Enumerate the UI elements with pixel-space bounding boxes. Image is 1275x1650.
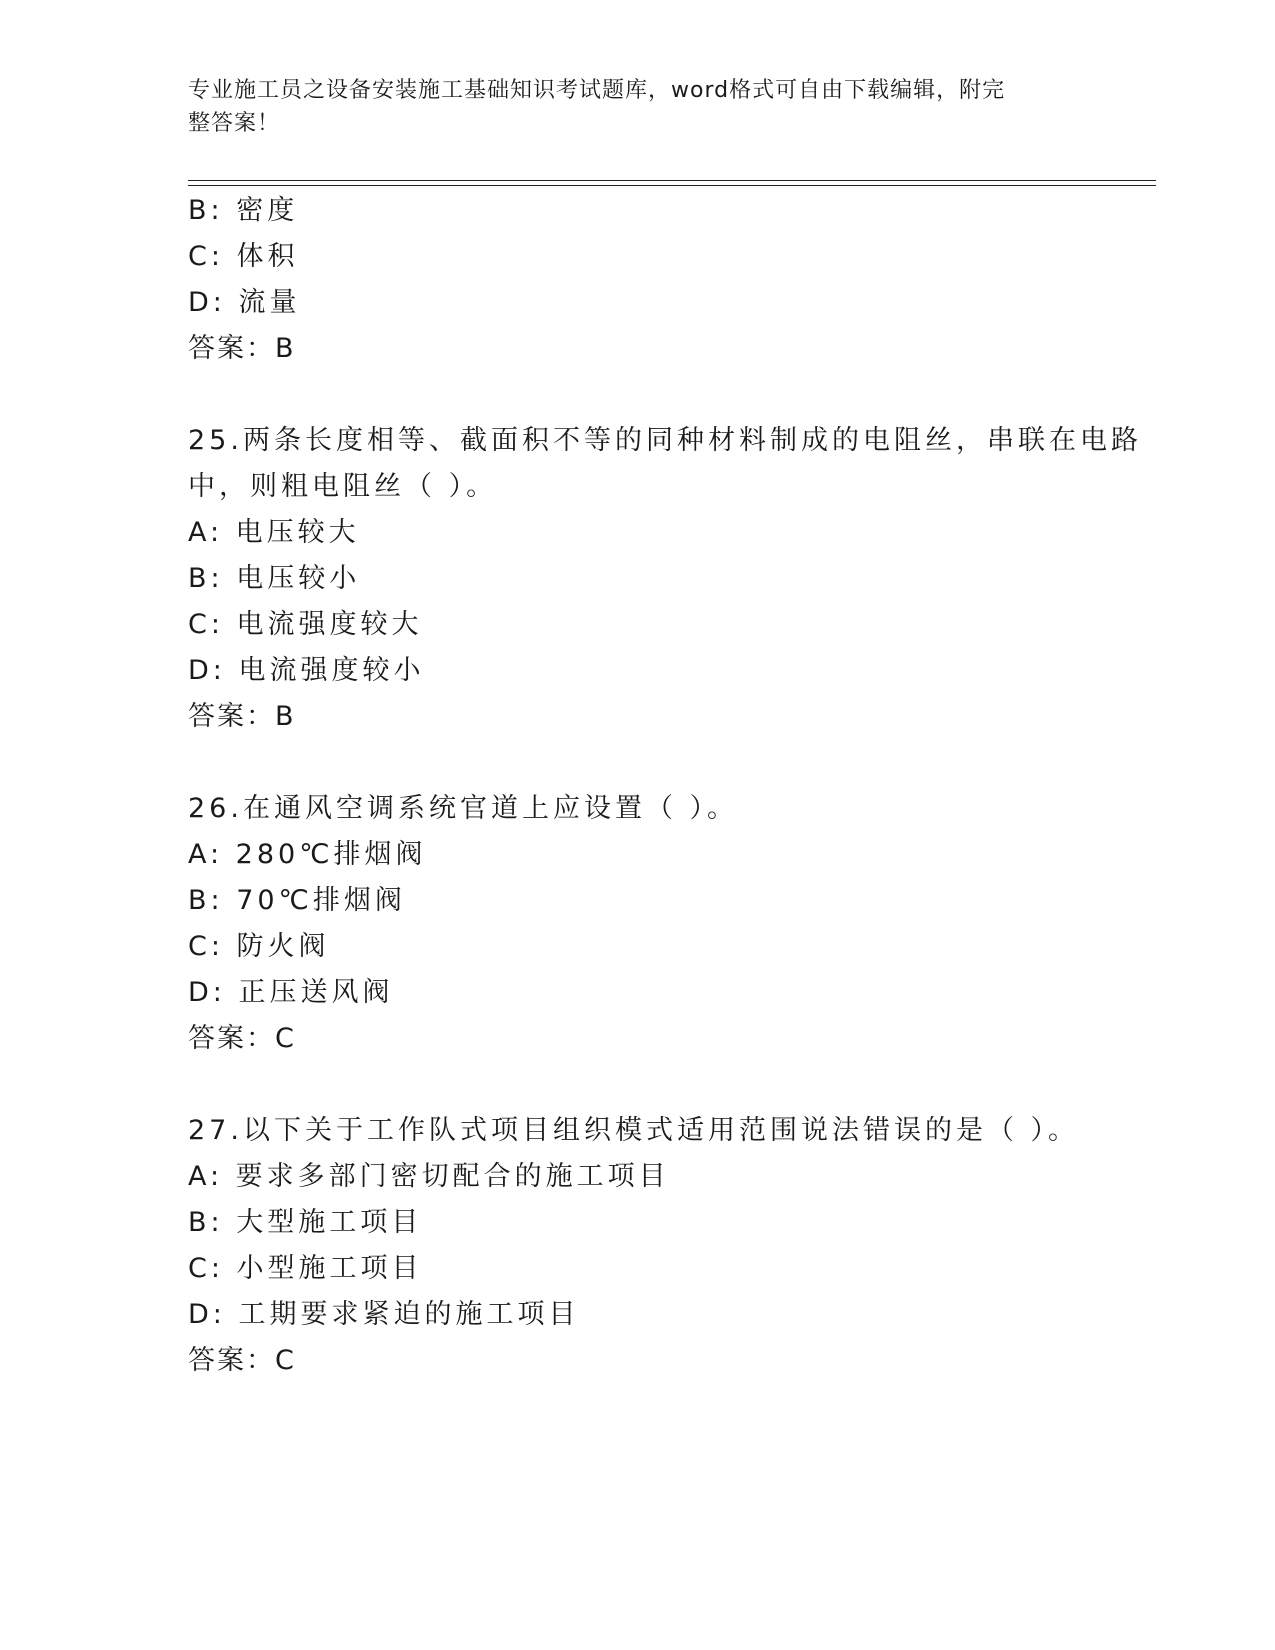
option-d: D: 电流强度较小 — [188, 655, 425, 686]
option-c: C: 小型施工项目 — [188, 1253, 423, 1284]
option-a: A: 电压较大 — [188, 517, 360, 548]
header-rule-bottom — [188, 185, 1156, 186]
answer-line: 答案：C — [188, 1345, 296, 1376]
answer-line: 答案：C — [188, 1023, 296, 1054]
question-24-continued — [188, 188, 1088, 372]
document-header — [188, 74, 1068, 140]
option-c: C: 防火阀 — [188, 931, 330, 962]
option-b: B: 电压较小 — [188, 563, 361, 594]
option-d: D: 流量 — [188, 287, 301, 318]
answer-line: 答案：B — [188, 701, 296, 732]
spacer — [188, 372, 1088, 418]
answer-line: 答案：B — [188, 333, 296, 364]
question-text: 26.在通风空调系统官道上应设置（ ）。 — [188, 793, 739, 824]
spacer — [188, 740, 1088, 786]
header-line-2: 整答案！ — [188, 111, 281, 136]
option-b: B: 大型施工项目 — [188, 1207, 423, 1238]
header-line-1: 专业施工员之设备安装施工基础知识考试题库，word格式可自由下载编辑，附完 — [188, 78, 1006, 103]
header-rule-top — [188, 180, 1156, 181]
option-b: B: 70℃排烟阀 — [188, 885, 406, 916]
option-a: A: 280℃排烟阀 — [188, 839, 427, 870]
question-text-cont: 中，则粗电阻丝（ ）。 — [188, 471, 498, 502]
question-26 — [188, 786, 1088, 1062]
option-d: D: 正压送风阀 — [188, 977, 394, 1008]
spacer — [188, 1062, 1088, 1108]
option-a: A: 要求多部门密切配合的施工项目 — [188, 1161, 670, 1192]
option-d: D: 工期要求紧迫的施工项目 — [188, 1299, 580, 1330]
option-c: C: 电流强度较大 — [188, 609, 423, 640]
document-body — [188, 188, 1142, 1384]
option-b: B: 密度 — [188, 195, 299, 226]
option-c: C: 体积 — [188, 241, 299, 272]
question-27 — [188, 1108, 1088, 1384]
question-text: 27.以下关于工作队式项目组织模式适用范围说法错误的是（ ）。 — [188, 1115, 1080, 1146]
question-text: 25.两条长度相等、截面积不等的同种材料制成的电阻丝，串联在电路 — [188, 425, 1142, 456]
question-25 — [188, 418, 1142, 740]
